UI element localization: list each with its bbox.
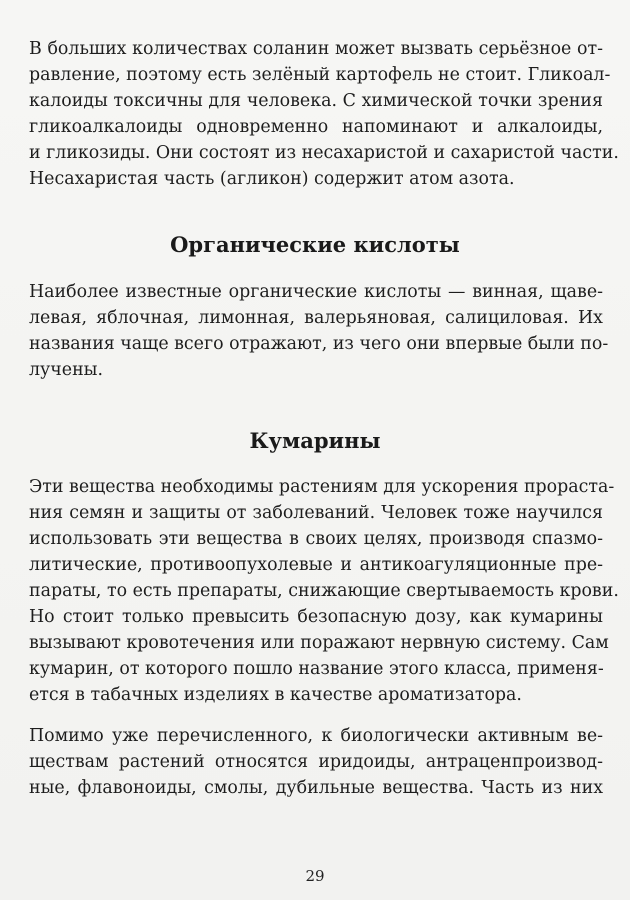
intro-paragraph (29, 36, 619, 192)
text-line: параты, то есть препараты, снижающие свертываемость крови. (29, 581, 619, 601)
page-number: 29 (305, 867, 325, 885)
text-line: равление, поэтому есть зелёный картофель не стоит. Гликоал- (29, 65, 611, 85)
text-line: гликоалкалоиды одновременно напоминают и алкалоиды, (29, 117, 603, 137)
text-line: Помимо уже перечисленного, к биологически активным ве- (29, 726, 603, 746)
text-line: Но стоит только превысить безопасную дозу, как кумарины (29, 607, 603, 627)
organic-acids-paragraph (29, 279, 609, 383)
closing-paragraph (29, 723, 603, 801)
text-line: названия чаще всего отражают, из чего они впервые были по- (29, 334, 609, 354)
text-line: ется в табачных изделиях в качестве ароматизатора. (29, 685, 522, 705)
text-line: литические, противоопухолевые и антикоагуляционные пре- (29, 555, 603, 575)
text-line: ния семян и защиты от заболеваний. Человек тоже научился (29, 503, 603, 523)
text-line: левая, яблочная, лимонная, валерьяновая, салициловая. Их (29, 308, 603, 328)
text-line: Наиболее известные органические кислоты — винная, щаве- (29, 282, 603, 302)
text-line: ществам растений относятся иридоиды, антраценпроизвод- (29, 752, 603, 772)
heading-coumarins: Кумарины (249, 428, 381, 453)
text-line: ные, флавоноиды, смолы, дубильные вещества. Часть из них (29, 778, 603, 798)
text-line: лучены. (29, 360, 104, 380)
text-line: калоиды токсичны для человека. С химической точки зрения (29, 91, 603, 111)
text-line: и гликозиды. Они состоят из несахаристой и сахаристой части. (29, 143, 619, 163)
text-line: В больших количествах соланин может вызвать серьёзное от- (29, 39, 603, 59)
coumarins-paragraph (29, 474, 619, 708)
text-line: Эти вещества необходимы растениям для ускорения прораста- (29, 477, 615, 497)
text-line: использовать эти вещества в своих целях, производя спазмо- (29, 529, 603, 549)
text-line: вызывают кровотечения или поражают нервную систему. Сам (29, 633, 609, 653)
text-line: кумарин, от которого пошло название этого класса, применя- (29, 659, 604, 679)
text-line: Несахаристая часть (агликон) содержит атом азота. (29, 169, 515, 189)
heading-organic-acids: Органические кислоты (170, 232, 460, 257)
